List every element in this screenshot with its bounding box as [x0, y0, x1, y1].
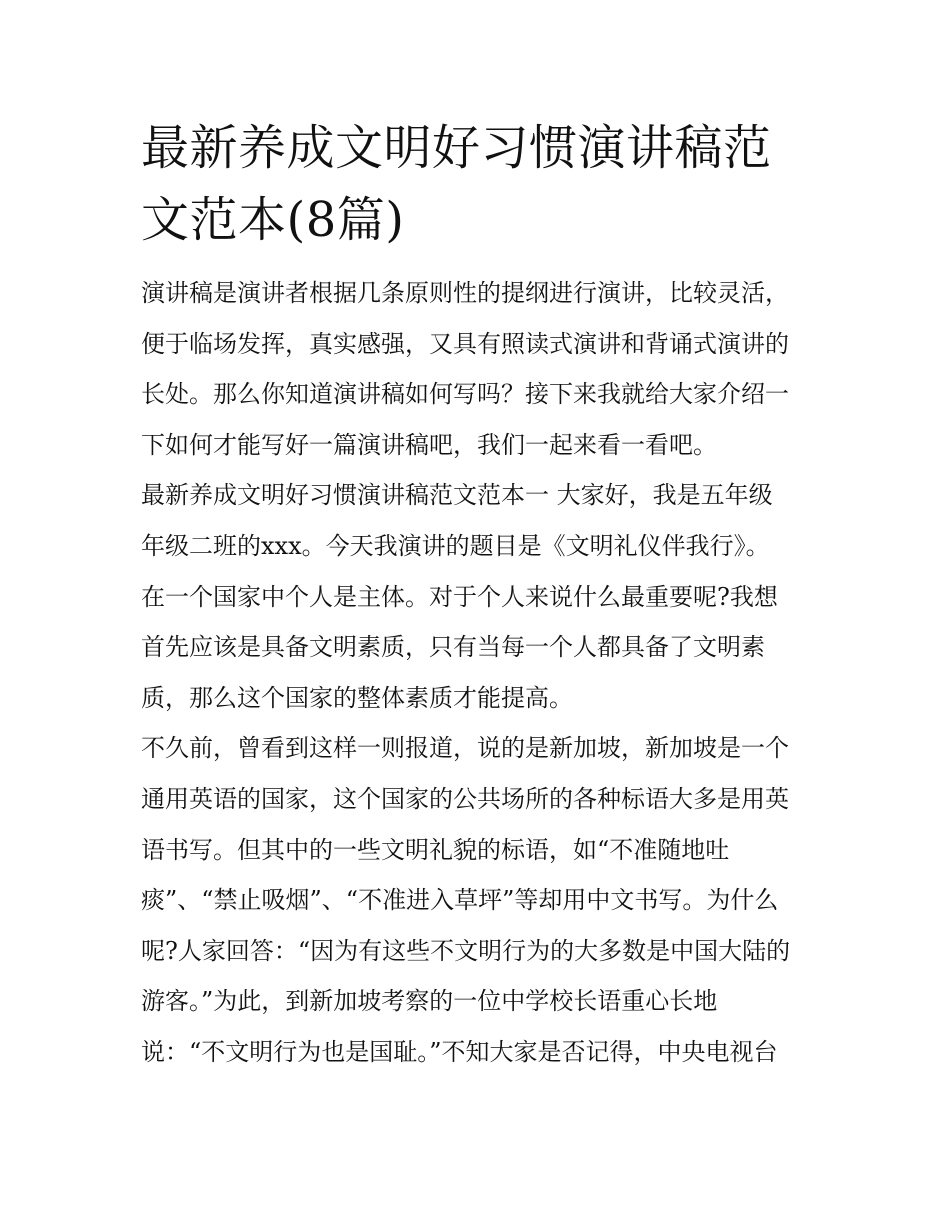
text-line: 最新养成文明好习惯演讲稿范文范本一 大家好，我是五年级 — [141, 481, 773, 510]
text-line: 长处。那么你知道演讲稿如何写吗？接下来我就给大家介绍一 — [141, 380, 789, 409]
text-line: 质，那么这个国家的整体素质才能提高。 — [141, 683, 573, 712]
text-line: 在一个国家中个人是主体。对于个人来说什么最重要呢?我想 — [141, 582, 778, 611]
text-line: 呢?人家回答：“因为有这些不文明行为的大多数是中国大陆的 — [141, 936, 791, 965]
text-line: 通用英语的国家，这个国家的公共场所的各种标语大多是用英 — [141, 784, 789, 813]
text-line: 痰”、“禁止吸烟”、“不准进入草坪”等却用中文书写。为什么 — [141, 886, 779, 915]
text-line: 说：“不文明行为也是国耻。”不知大家是否记得，中央电视台 — [141, 1037, 778, 1066]
body-paragraph — [141, 470, 821, 723]
document-body — [141, 112, 821, 1078]
body-paragraph — [141, 723, 821, 1077]
text-line: 演讲稿是演讲者根据几条原则性的提纲进行演讲，比较灵活， — [141, 279, 789, 307]
document-title — [141, 112, 821, 256]
text-line: 便于临场发挥，真实感强，又具有照读式演讲和背诵式演讲的 — [141, 329, 789, 358]
title-line: 文范本(8篇) — [141, 192, 405, 248]
intro-paragraph — [141, 268, 821, 470]
text-line: 游客。”为此，到新加坡考察的一位中学校长语重心长地 — [141, 987, 718, 1016]
text-line: 不久前，曾看到这样一则报道，说的是新加坡，新加坡是一个 — [141, 734, 789, 763]
text-line: 语书写。但其中的一些文明礼貌的标语，如“不准随地吐 — [141, 835, 730, 864]
text-line: 年级二班的xxx。今天我演讲的题目是《文明礼仪伴我行》。 — [141, 531, 770, 560]
title-line: 最新养成文明好习惯演讲稿范 — [141, 120, 772, 176]
text-line: 首先应该是具备文明素质，只有当每一个人都具备了文明素 — [141, 633, 765, 662]
text-line: 下如何才能写好一篇演讲稿吧，我们一起来看一看吧。 — [141, 430, 717, 459]
